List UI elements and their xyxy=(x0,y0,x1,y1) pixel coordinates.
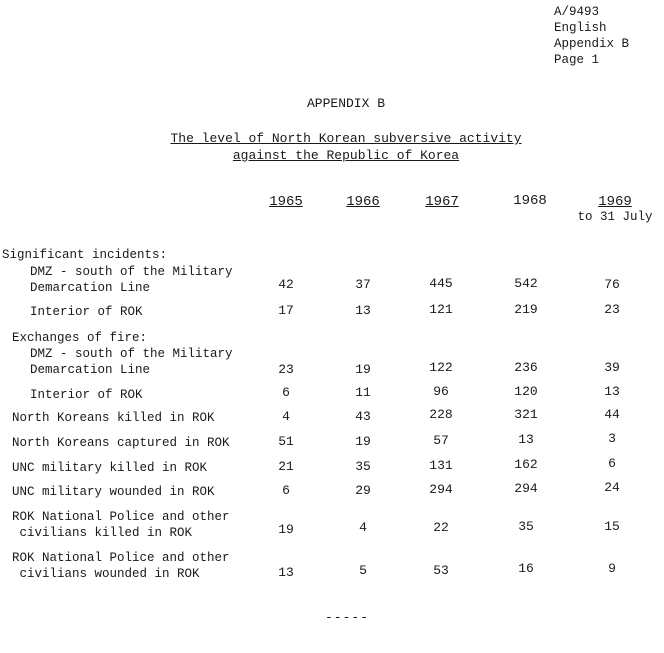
document-language: English xyxy=(554,21,607,35)
table-cell: 131 xyxy=(429,458,453,473)
table-cell: 6 xyxy=(282,385,290,400)
table-cell: 13 xyxy=(278,565,294,580)
table-cell: 121 xyxy=(429,302,453,317)
table-cell: 21 xyxy=(278,459,294,474)
year-label: 1966 xyxy=(346,194,380,210)
row-label: Interior of ROK xyxy=(30,305,143,319)
table-cell: 4 xyxy=(359,520,367,535)
table-cell: 96 xyxy=(433,384,449,399)
document-title xyxy=(0,130,664,164)
row-label: UNC military wounded in ROK xyxy=(12,485,215,499)
column-header-1969 xyxy=(570,194,660,225)
table-cell: 39 xyxy=(604,360,620,375)
row-label: North Koreans captured in ROK xyxy=(12,436,230,450)
table-cell: 29 xyxy=(355,483,371,498)
table-cell: 16 xyxy=(518,561,534,576)
table-cell: 51 xyxy=(278,434,294,449)
row-label: UNC military killed in ROK xyxy=(12,461,208,475)
table-cell: 542 xyxy=(514,276,538,291)
document-symbol: A/9493 xyxy=(554,5,600,19)
appendix-heading-text: APPENDIX B xyxy=(306,96,385,111)
table-cell: 37 xyxy=(355,277,371,292)
table-cell: 53 xyxy=(433,563,449,578)
table-cell: 219 xyxy=(514,302,538,317)
table-cell: 35 xyxy=(518,519,534,534)
table-cell: 19 xyxy=(355,434,371,449)
end-dashes: ----- xyxy=(324,610,369,625)
table-cell: 43 xyxy=(355,409,371,424)
document-appendix-ref: Appendix B xyxy=(554,37,630,51)
section-heading-significant-incidents: Significant incidents: xyxy=(2,248,168,262)
table-cell: 13 xyxy=(518,432,534,447)
table-cell: 236 xyxy=(514,360,538,375)
document-reference xyxy=(554,4,629,68)
table-cell: 42 xyxy=(278,277,294,292)
table-cell: 15 xyxy=(604,519,620,534)
end-of-table-marker xyxy=(0,610,664,625)
year-label: 1969 xyxy=(598,194,632,210)
table-cell: 11 xyxy=(355,385,371,400)
table-cell: 13 xyxy=(604,384,620,399)
table-cell: 9 xyxy=(608,561,616,576)
column-header-1968 xyxy=(498,193,562,209)
table-cell: 23 xyxy=(278,362,294,377)
row-label: North Koreans killed in ROK xyxy=(12,411,215,425)
table-cell: 44 xyxy=(604,407,620,422)
table-cell: 35 xyxy=(355,459,371,474)
year-label: 1967 xyxy=(425,194,459,210)
title-line-1: The level of North Korean subversive activity xyxy=(170,131,522,146)
table-cell: 76 xyxy=(604,277,620,292)
document-page: Page 1 xyxy=(554,53,600,67)
table-cell: 122 xyxy=(429,360,453,375)
table-cell: 19 xyxy=(355,362,371,377)
row-label: ROK National Police and other civilians wounded in ROK xyxy=(12,551,230,581)
table-cell: 294 xyxy=(514,481,538,496)
table-cell: 162 xyxy=(514,457,538,472)
column-header-1965 xyxy=(254,194,318,210)
title-line-2: against the Republic of Korea xyxy=(232,148,460,163)
table-cell: 228 xyxy=(429,407,453,422)
table-cell: 4 xyxy=(282,409,290,424)
table-cell: 13 xyxy=(355,303,371,318)
table-cell: 6 xyxy=(282,483,290,498)
section-heading-exchanges-of-fire: Exchanges of fire: xyxy=(12,331,148,345)
year-sublabel: to 31 July xyxy=(577,210,653,224)
table-cell: 23 xyxy=(604,302,620,317)
table-cell: 19 xyxy=(278,522,294,537)
row-label: ROK National Police and other civilians killed in ROK xyxy=(12,510,230,540)
table-cell: 17 xyxy=(278,303,294,318)
row-label: DMZ - south of the Military Demarcation Line xyxy=(30,265,233,295)
table-cell: 120 xyxy=(514,384,538,399)
table-cell: 321 xyxy=(514,407,538,422)
table-cell: 5 xyxy=(359,563,367,578)
column-header-1967 xyxy=(410,194,474,210)
table-cell: 6 xyxy=(608,456,616,471)
table-cell: 22 xyxy=(433,520,449,535)
row-label: DMZ - south of the Military Demarcation Line xyxy=(30,347,233,377)
appendix-heading xyxy=(0,96,664,111)
table-cell: 3 xyxy=(608,431,616,446)
table-cell: 445 xyxy=(429,276,453,291)
year-label: 1965 xyxy=(269,194,303,210)
row-label: Interior of ROK xyxy=(30,388,143,402)
year-label: 1968 xyxy=(513,193,547,209)
table-cell: 294 xyxy=(429,482,453,497)
table-cell: 24 xyxy=(604,480,620,495)
table-cell: 57 xyxy=(433,433,449,448)
column-header-1966 xyxy=(331,194,395,210)
